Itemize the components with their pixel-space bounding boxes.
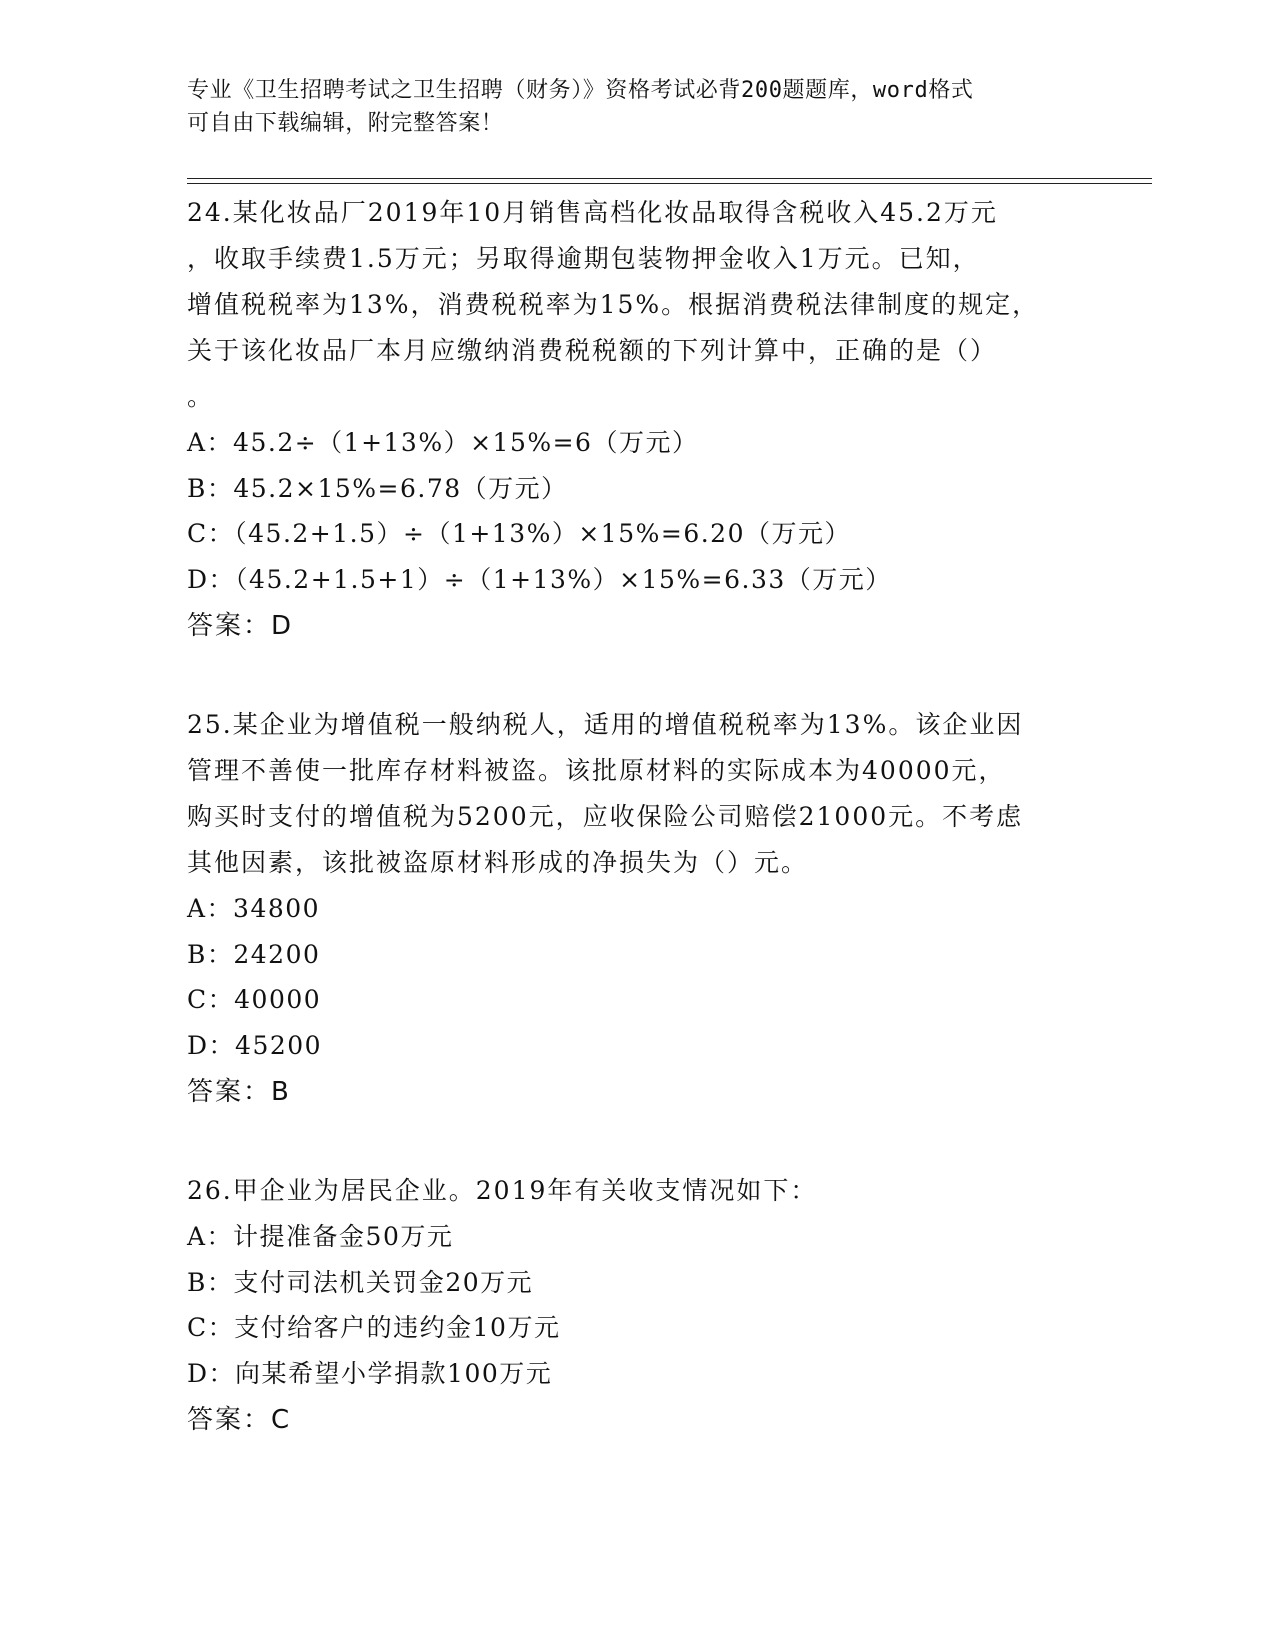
question-stem-line: 24.某化妆品厂2019年10月销售高档化妆品取得含税收入45.2万元 — [187, 198, 998, 227]
option-d: D：45200 — [187, 1030, 323, 1060]
header-divider-bottom — [187, 183, 1152, 184]
question-26 — [187, 1168, 1087, 1444]
answer-label: 答案：B — [187, 1077, 291, 1107]
question-stem-line: 管理不善使一批库存材料被盗。该批原材料的实际成本为40000元， — [187, 756, 1006, 785]
question-list — [187, 190, 1087, 1496]
question-stem-line: ，收取手续费1.5万元；另取得逾期包装物押金收入1万元。已知， — [187, 244, 980, 273]
question-24 — [187, 190, 1087, 650]
question-stem-line: 关于该化妆品厂本月应缴纳消费税税额的下列计算中，正确的是（） — [187, 336, 998, 365]
question-stem-line: 购买时支付的增值税为5200元，应收保险公司赔偿21000元。不考虑 — [187, 802, 1024, 831]
question-stem-line: 25.某企业为增值税一般纳税人，适用的增值税税率为13%。该企业因 — [187, 710, 1024, 739]
question-stem-line: 26.甲企业为居民企业。2019年有关收支情况如下： — [187, 1176, 818, 1205]
option-b: B：45.2×15%=6.78（万元） — [187, 473, 568, 503]
question-stem-line: 其他因素，该批被盗原材料形成的净损失为（）元。 — [187, 848, 809, 877]
question-stem-line: 增值税税率为13%，消费税税率为15%。根据消费税法律制度的规定， — [187, 290, 1040, 319]
option-a: A：计提准备金50万元 — [187, 1222, 454, 1251]
option-b: B：支付司法机关罚金20万元 — [187, 1267, 534, 1297]
option-d: D：（45.2+1.5+1）÷（1+13%）×15%=6.33（万元） — [187, 564, 892, 594]
question-stem-line: 。 — [187, 382, 215, 411]
option-c: C：支付给客户的违约金10万元 — [187, 1313, 561, 1342]
option-d: D：向某希望小学捐款100万元 — [187, 1358, 553, 1388]
option-a: A：34800 — [187, 894, 321, 923]
answer-label: 答案：C — [187, 1405, 292, 1435]
question-25 — [187, 702, 1087, 1116]
option-c: C：（45.2+1.5）÷（1+13%）×15%=6.20（万元） — [187, 519, 851, 548]
header-divider-top — [187, 178, 1152, 179]
answer-label: 答案：D — [187, 611, 294, 641]
header-line-1: 专业《卫生招聘考试之卫生招聘（财务）》资格考试必背200题题库，word格式 — [187, 78, 974, 103]
option-c: C：40000 — [187, 985, 322, 1014]
option-b: B：24200 — [187, 939, 321, 969]
document-header — [187, 74, 1067, 140]
option-a: A：45.2÷（1+13%）×15%=6（万元） — [187, 428, 699, 457]
header-line-2: 可自由下载编辑，附完整答案！ — [187, 111, 504, 136]
